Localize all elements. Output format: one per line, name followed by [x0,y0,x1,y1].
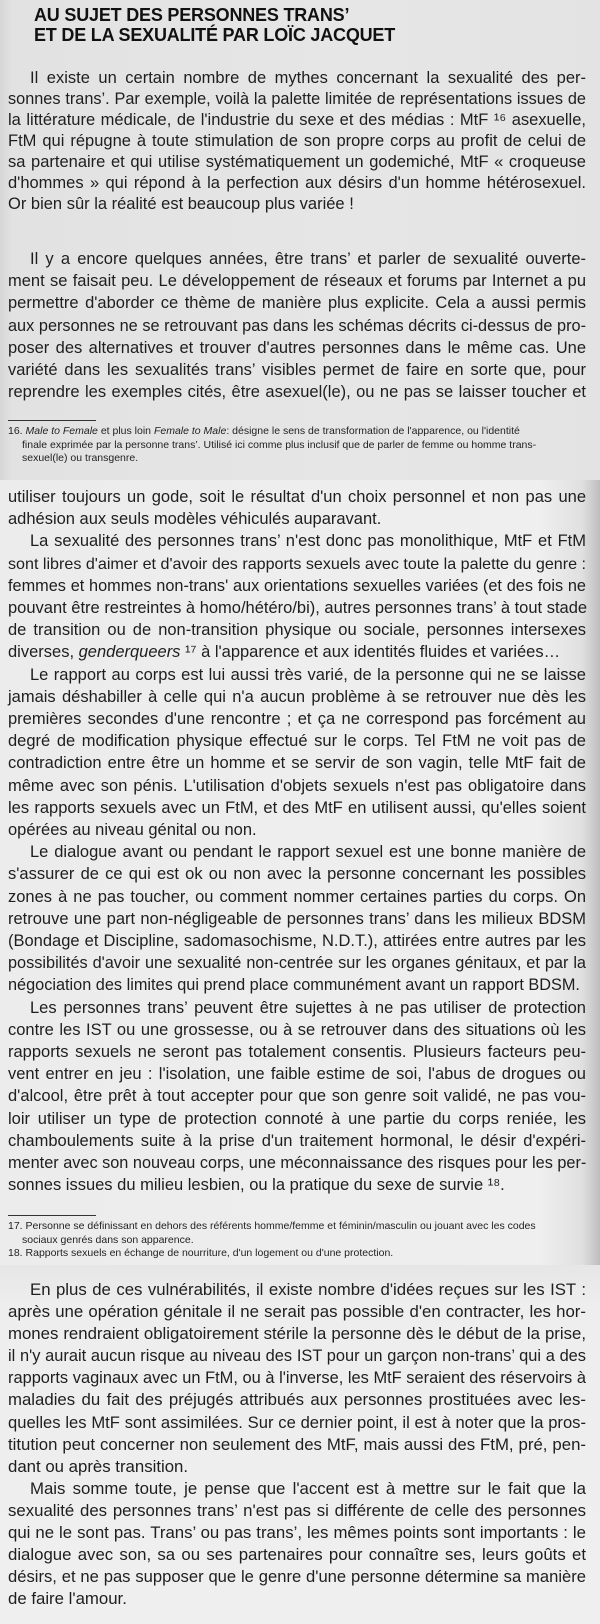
text-line: Il existe un certain nombre de mythes concernant la sexualité des per- [30,69,586,87]
text-run: finale exprimée par la personne trans’. Utilisé ici comme plus inclusif que de parler de femme ou homme trans- [22,438,537,451]
text-line: sa partenaire et qui utilise systématiquement un godemiché, MtF « croqueuse [8,153,586,171]
text-line: femmes et hommes non-trans' aux orientations sexuelles variées (et des fois ne [8,576,586,595]
text-line: variété dans les sexualités trans’ visibles permet de faire en sorte que, pour [8,361,586,380]
text-line: sont libres d'aimer et d'avoir des rapports sexuels avec toute la palette du genre : [8,554,586,573]
text-line: aux personnes ne se retrouvant pas dans les schémas décrits ci-dessus de pro- [8,316,586,335]
text-line: après une opération génitale il ne serait pas possible d'en contracter, les hor- [8,1302,586,1322]
text-line: (Bondage et Discipline, sadomasochisme, N.D.T.), attirées entre autres par les [8,932,586,951]
text-line: reprendre les exemples cités, être asexuel(le), ou ne pas se laisser toucher et [8,383,586,402]
text-line: poser des alternatives et trouver d'autres personnes dans le même cas. Une [8,338,586,357]
text-line: En plus de ces vulnérabilités, il existe nombre d'idées reçues sur les IST : [30,1280,586,1299]
text-line: Le dialogue avant ou pendant le rapport sexuel est une bonne manière de [30,843,586,862]
text-line: pouvant être restreintes à homo/hétéro/bi), autres personnes trans’ à tout stade [8,599,588,618]
footnote-number: 17. [8,1220,23,1232]
footnote-divider [8,420,96,421]
text-run: Personne se définissant en dehors des référents homme/femme et féminin/masculin ou jouant avec les codes [25,1220,536,1232]
text-line: ment se faisait peu. Le développement de réseaux et forums par Internet a pu [8,272,586,291]
scan-page-section-1 [0,0,600,480]
footnote-line [8,1220,578,1234]
text-line: titution peut concerner non seulement des MtF, mais aussi des FtM, pré, pen- [8,1434,586,1454]
text-line: mones rendraient obligatoirement stérile la personne dès le début de la prise, [8,1324,586,1344]
text-line: premières secondes d'une rencontre ; et ça ne correspond pas forcément au [8,710,586,729]
text-line: même avec son pénis. L'utilisation d'objets sexuels n'est pas obligatoire dans [8,776,586,795]
text-line: Le rapport au corps est lui aussi très varié, de la personne qui ne se laisse [30,665,586,684]
paragraph [8,68,586,215]
footnote-number: 16. [8,425,23,437]
text-run: : désigne le sens de transformation de l'apparence, ou l'identité [226,425,520,437]
text-line: qui ne le sont pas. Trans’ ou pas trans’, les mêmes points sont importants : le [8,1523,586,1543]
text-line: la littérature médicale, de l'industrie du sexe et des médias : MtF ¹⁶ asexuelle, [8,111,586,129]
body-text [8,68,586,403]
text-line: vent entrer en jeu : l'isolation, une faible estime de soi, l'abus de drogues ou [8,1065,586,1084]
text-line: retrouve une part non-négligeable de personnes trans’ dans les milieux BDSM [8,909,586,928]
italic-term: Female to Male [153,425,227,437]
text-line: rapports vaginaux avec un FtM, ou à l'inverse, les MtF seraient des réservoirs à [8,1369,586,1388]
text-line: zones à ne pas toucher, ou comment nommer certaines parties du corps. On [8,887,586,906]
footnote-number: 18. [8,1247,23,1259]
text-run: ¹⁷ à l'apparence et aux identités fluides et variées… [180,643,561,662]
text-line: sonnes issues du milieu lesbien, ou la pratique du sexe de survie ¹⁸. [8,1176,505,1195]
text-line: menter avec son nouveau corps, une méconnaissance des risques pour les per- [8,1154,587,1173]
text-line: Or bien sûr la réalité est beaucoup plus variée ! [8,195,354,213]
text-line: dant ou après transition. [8,1456,189,1476]
text-line: utiliser toujours un gode, soit le résultat d'un choix personnel et non pas une [8,488,586,506]
body-text [8,486,586,1197]
text-line: Il y a encore quelques années, être trans’ et parler de sexualité ouverte- [30,250,586,268]
text-line [8,641,586,663]
italic-term: Male to Female [25,425,98,437]
paragraph [8,248,586,403]
text-run: sociaux genrés dans son apparence. [22,1233,194,1246]
footnote-divider [8,1215,96,1216]
text-line: FtM qui répugne à toute stimulation de son propre corps au profit de celui de [8,132,586,150]
text-line: possibilités d'avoir une sexualité non-centrée sur les organes génitaux, et par la [8,954,586,973]
text-line: sonnes trans’. Par exemple, voilà la palette limitée de représentations issues de [8,90,586,108]
text-line: d'alcool, être prêt à tout accepter pour que son genre soit validé, ne pas vou- [8,1087,586,1106]
paragraph [8,1478,586,1611]
title-line: ET DE LA SEXUALITÉ PAR LOÏC JACQUET [34,25,396,45]
text-line: chamboulements suite à la prise d'un traitement hormonal, le désir d'expéri- [8,1131,586,1150]
paragraph [8,997,586,1197]
text-line: négociation des limites qui prend place communément avant un rapport BDSM. [8,976,580,995]
footnote-line [8,439,578,453]
text-line: de faire l'amour. [8,1589,127,1609]
paragraph [8,486,586,530]
footnote-line [8,425,578,439]
text-run: diverses, [8,643,79,662]
text-line: Les personnes trans’ peuvent être sujettes à ne pas utiliser de protection [30,998,586,1017]
paragraph [8,664,586,842]
text-line: quelles les MtF sont assimilées. Sur ce dernier point, il est à noter que la pros- [8,1412,586,1432]
article-title [34,5,395,45]
footnotes [8,1220,578,1261]
text-run: sexuel(le) ou transgenre. [22,452,139,464]
footnote-line [8,452,578,466]
text-line: d'hommes » qui répond à la perfection aux désirs d'un homme hétérosexuel. [8,174,586,192]
text-line: Mais somme toute, je pense que l'accent est à mettre sur le fait que la [30,1478,586,1498]
text-line: contradiction entre être un homme et se servir de son vagin, telle MtF fait de [8,754,586,773]
text-line: adhésion aux seuls modèles véhiculés auparavant. [8,510,382,529]
text-run: et plus loin [97,425,154,437]
text-line: s'assurer de ce qui est ok ou non avec la personne concernant les possibles [8,865,586,884]
footnote-line [8,1234,578,1248]
footnote-line [8,1247,578,1261]
paragraph [8,1279,586,1478]
text-line: de transition ou de non-transition physique ou sociale, personnes intersexes [8,621,586,640]
text-line: il n'y aurait aucun risque au niveau des IST pour un garçon non-trans’ qui a des [8,1347,586,1366]
text-line: les rapports sexuels avec un FtM, et des MtF en utilisent aussi, qu'elles soient [8,798,586,817]
text-line: La sexualité des personnes trans’ n'est donc pas monolithique, MtF et FtM [30,532,586,551]
text-line: degré de modification physique effectué sur le corps. Tel FtM ne voit pas de [8,732,586,751]
text-line: loir utiliser un type de protection connoté à une partie du corps reniée, les [8,1109,586,1128]
text-line: jamais déshabiller à celle qui n'a aucun problème à se retrouver nue dès les [8,687,586,706]
scan-page-section-2 [0,480,600,1265]
text-run: Rapports sexuels en échange de nourriture, d'un logement ou d'une protection. [25,1247,394,1259]
text-line: dialogue avec son, sa ou ses partenaires pour connaître ses, leurs goûts et [8,1545,586,1565]
italic-term: genderqueers [78,643,181,662]
scan-page-section-3 [0,1265,600,1624]
footnotes [8,425,578,466]
body-text [8,1279,586,1610]
text-line: rapports sexuels ne seront pas totalement consentis. Plusieurs facteurs peu- [8,1043,586,1062]
text-line: opérées au niveau génital ou non. [8,821,257,840]
text-line: sexualité des personnes trans’ n'est pas si différente de celle des personnes [8,1500,586,1520]
text-line: maladies du fait des préjugés attribués aux personnes prostituées avec les- [8,1390,586,1410]
title-line: AU SUJET DES PERSONNES TRANS’ [34,5,350,25]
text-line: contre les IST ou une grossesse, ou à se retrouver dans des situations où les [8,1020,586,1039]
paragraph [8,841,586,996]
paragraph [8,530,586,663]
text-line: permettre d'aborder ce thème de manière plus explicite. Cela a aussi permis [8,294,586,313]
text-line: désirs, et ne pas supposer que le genre d'une personne détermine sa manière [8,1567,586,1587]
